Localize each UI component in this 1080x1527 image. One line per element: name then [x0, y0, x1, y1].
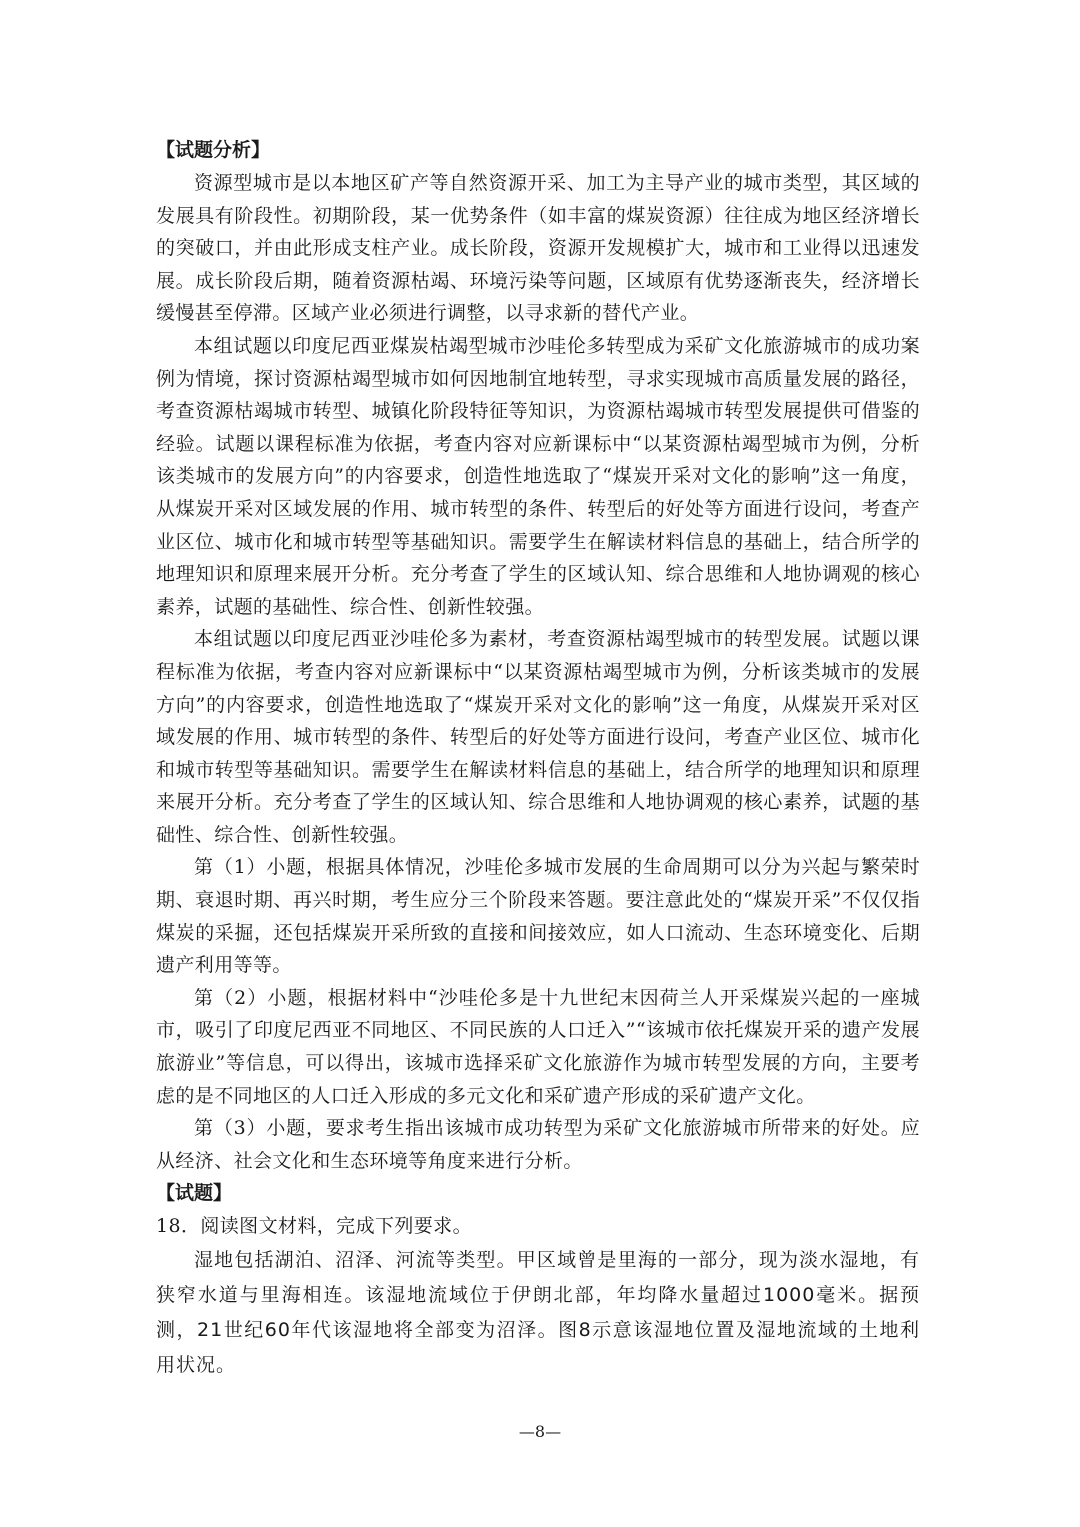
page-number: —8—: [518, 1422, 562, 1441]
analysis-paragraph: 第（3）小题，要求考生指出该城市成功转型为采矿文化旅游城市所带来的好处。应从经济、社会文化和生态环境等角度来进行分析。: [156, 1117, 920, 1172]
analysis-paragraph: 资源型城市是以本地区矿产等自然资源开采、加工为主导产业的城市类型，其区域的发展具有阶段性。初期阶段，某一优势条件（如丰富的煤炭资源）往往成为地区经济增长的突破口，并由此形成支柱产业。成长阶段，资源开发规模扩大，城市和工业得以迅速发展。成长阶段后期，随着资源枯竭、环境污染等问题，区域原有优势逐渐丧失，经济增长缓慢甚至停滞。区域产业必须进行调整，以寻求新的替代产业。: [156, 172, 920, 325]
question-line: 18．阅读图文材料，完成下列要求。: [156, 1215, 472, 1238]
analysis-paragraph: 第（1）小题，根据具体情况，沙哇伦多城市发展的生命周期可以分为兴起与繁荣时期、衰退时期、再兴时期，考生应分三个阶段来答题。要注意此处的“煤炭开采”不仅仅指煤炭的采掘，还包括煤炭开采所致的直接和间接效应，如人口流动、生态环境变化、后期遗产利用等等。: [156, 856, 920, 977]
material-paragraph: 湿地包括湖泊、沼泽、河流等类型。甲区域曾是里海的一部分，现为淡水湿地，有狭窄水道与里海相连。该湿地流域位于伊朗北部，年均降水量超过1000毫米。据预测，21世纪60年代该湿地将全部变为沼泽。图8示意该湿地位置及湿地流域的土地利用状况。: [156, 1249, 920, 1376]
analysis-paragraph: 本组试题以印度尼西亚煤炭枯竭型城市沙哇伦多转型成为采矿文化旅游城市的成功案例为情境，探讨资源枯竭型城市如何因地制宜地转型，寻求实现城市高质量发展的路径，考查资源枯竭城市转型、城镇化阶段特征等知识，为资源枯竭城市转型发展提供可借鉴的经验。试题以课程标准为依据，考查内容对应新课标中“以某资源枯竭型城市为例，分析该类城市的发展方向”的内容要求，创造性地选取了“煤炭开采对文化的影响”这一角度，从煤炭开采对区域发展的作用、城市转型的条件、转型后的好处等方面进行设问，考查产业区位、城市化和城市转型等基础知识。需要学生在解读材料信息的基础上，结合所学的地理知识和原理来展开分析。充分考查了学生的区域认知、综合思维和人地协调观的核心素养，试题的基础性、综合性、创新性较强。: [156, 334, 920, 618]
page-content: [156, 132, 920, 1383]
analysis-paragraph: 第（2）小题，根据材料中“沙哇伦多是十九世纪末因荷兰人开采煤炭兴起的一座城市，吸引了印度尼西亚不同地区、不同民族的人口迁入”“该城市依托煤炭开采的遗产发展旅游业”等信息，可以得出，该城市选择采矿文化旅游作为城市转型发展的方向，主要考虑的是不同地区的人口迁入形成的多元文化和采矿遗产形成的采矿遗产文化。: [156, 986, 920, 1107]
question-heading: 【试题】: [156, 1182, 233, 1205]
analysis-paragraph: 本组试题以印度尼西亚沙哇伦多为素材，考查资源枯竭型城市的转型发展。试题以课程标准为依据，考查内容对应新课标中“以某资源枯竭型城市为例，分析该类城市的发展方向”的内容要求，创造性地选取了“煤炭开采对文化的影响”这一角度，从煤炭开采对区域发展的作用、城市转型的条件、转型后的好处等方面进行设问，考查产业区位、城市化和城市转型等基础知识。需要学生在解读材料信息的基础上，结合所学的地理知识和原理来展开分析。充分考查了学生的区域认知、综合思维和人地协调观的核心素养，试题的基础性、综合性、创新性较强。: [156, 628, 920, 846]
analysis-heading: 【试题分析】: [156, 139, 271, 161]
